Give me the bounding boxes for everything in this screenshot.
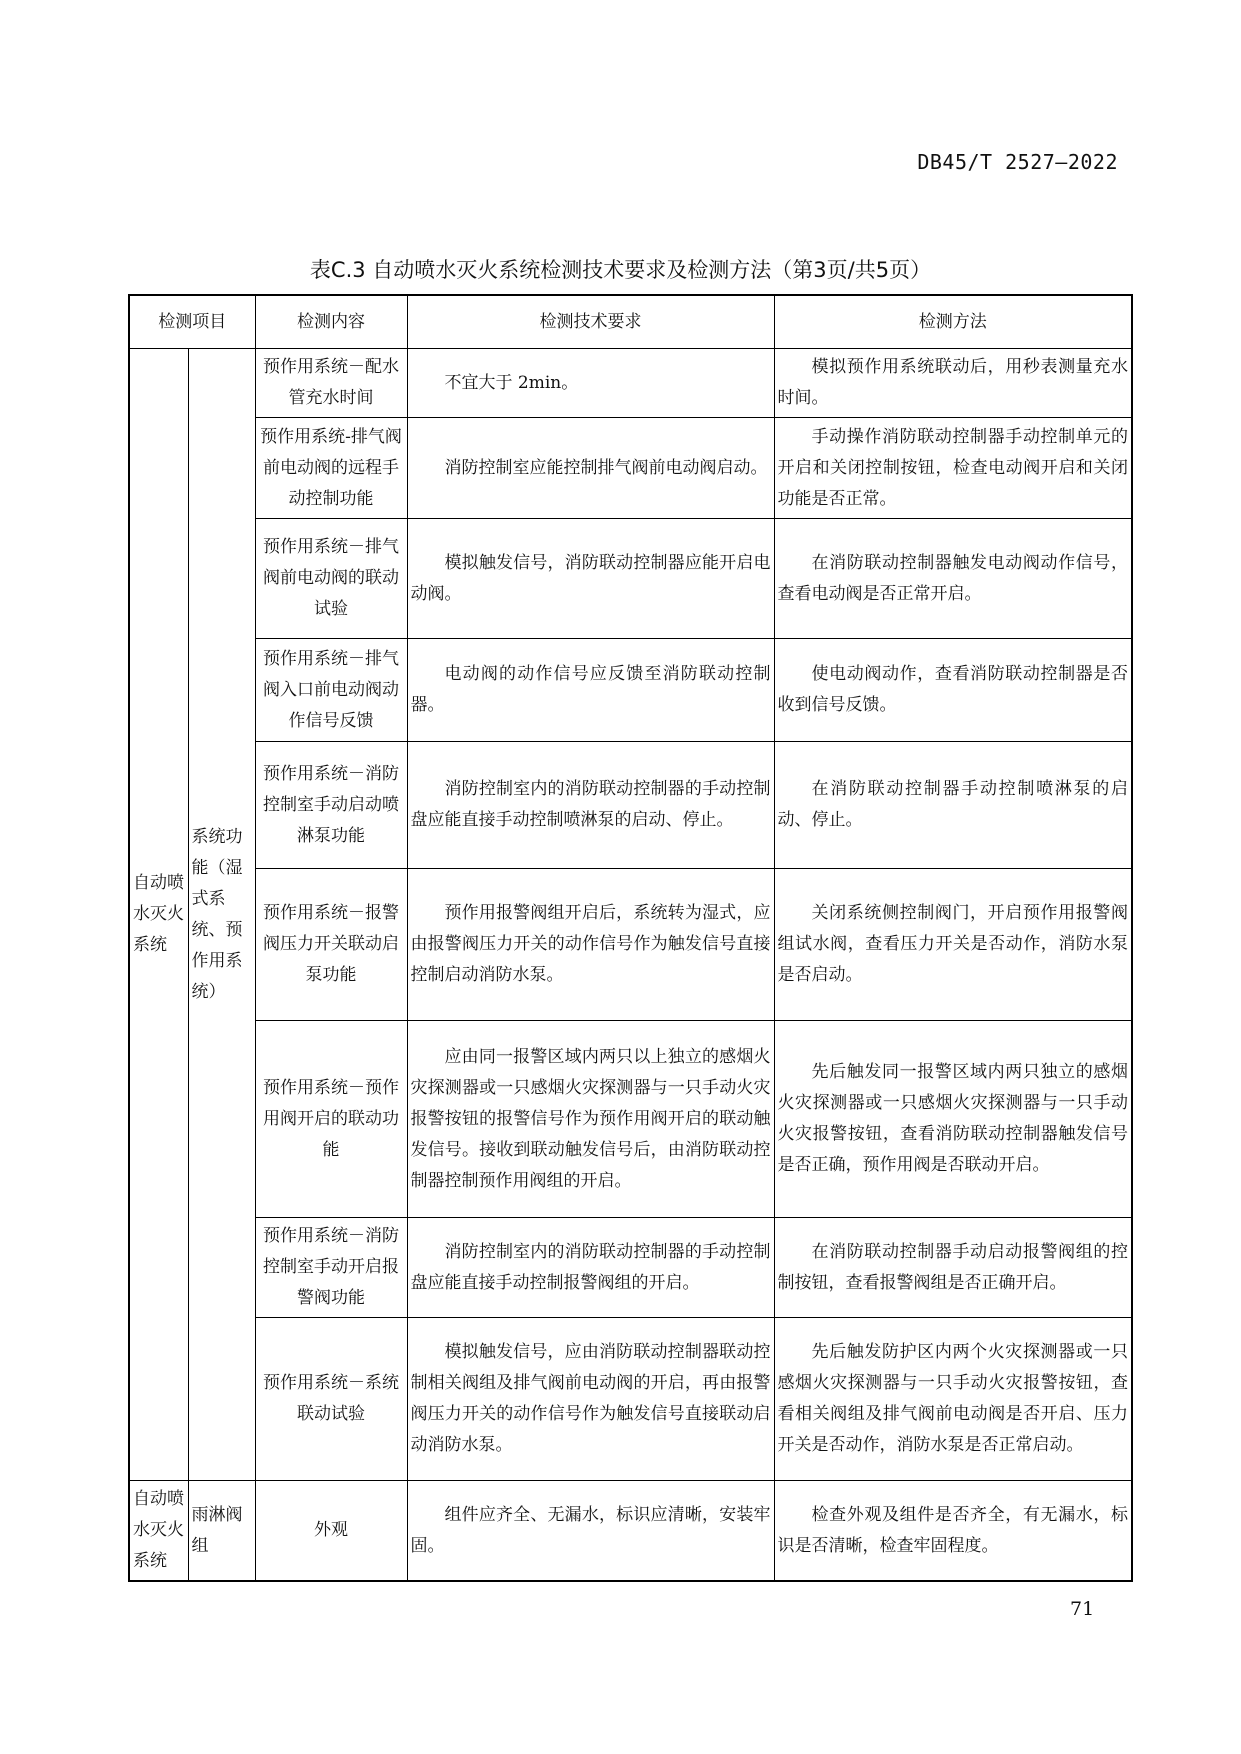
method-cell: 模拟预作用系统联动后，用秒表测量充水时间。 — [774, 349, 1132, 418]
page-number: 71 — [1070, 1598, 1095, 1620]
requirement-cell: 模拟触发信号，应由消防联动控制器联动控制相关阀组及排气阀前电动阀的开启，再由报警阀压力开关的动作信号作为触发信号直接联动启动消防水泵。 — [407, 1318, 774, 1481]
header-project: 检测项目 — [129, 295, 255, 349]
table-row — [129, 418, 1132, 519]
content-cell: 预作用系统－排气阀入口前电动阀动作信号反馈 — [255, 639, 407, 742]
method-cell: 使电动阀动作，查看消防联动控制器是否收到信号反馈。 — [774, 639, 1132, 742]
content-cell: 预作用系统－预作用阀开启的联动功能 — [255, 1021, 407, 1218]
content-cell: 预作用系统－消防控制室手动启动喷淋泵功能 — [255, 742, 407, 869]
table-row — [129, 639, 1132, 742]
project-cell: 自动喷水灭火系统 — [129, 1481, 188, 1582]
header-requirement: 检测技术要求 — [407, 295, 774, 349]
method-cell: 手动操作消防联动控制器手动控制单元的开启和关闭控制按钮，检查电动阀开启和关闭功能是否正常。 — [774, 418, 1132, 519]
table-row — [129, 1481, 1132, 1582]
table-row — [129, 1318, 1132, 1481]
content-cell: 预作用系统－配水管充水时间 — [255, 349, 407, 418]
requirement-cell: 消防控制室内的消防联动控制器的手动控制盘应能直接手动控制报警阀组的开启。 — [407, 1218, 774, 1318]
requirement-cell: 消防控制室应能控制排气阀前电动阀启动。 — [407, 418, 774, 519]
table-row — [129, 869, 1132, 1021]
content-cell: 外观 — [255, 1481, 407, 1582]
table-header-row — [129, 295, 1132, 349]
method-cell: 在消防联动控制器触发电动阀动作信号，查看电动阀是否正常开启。 — [774, 519, 1132, 639]
content-cell: 预作用系统－消防控制室手动开启报警阀功能 — [255, 1218, 407, 1318]
requirement-cell: 应由同一报警区域内两只以上独立的感烟火灾探测器或一只感烟火灾探测器与一只手动火灾报警按钮的报警信号作为预作用阀开启的联动触发信号。接收到联动触发信号后，由消防联动控制器控制预作用阀组的开启。 — [407, 1021, 774, 1218]
requirement-cell: 预作用报警阀组开启后，系统转为湿式，应由报警阀压力开关的动作信号作为触发信号直接控制启动消防水泵。 — [407, 869, 774, 1021]
requirement-cell: 模拟触发信号，消防联动控制器应能开启电动阀。 — [407, 519, 774, 639]
method-cell: 检查外观及组件是否齐全，有无漏水，标识是否清晰，检查牢固程度。 — [774, 1481, 1132, 1582]
table-title: 表C.3 自动喷水灭火系统检测技术要求及检测方法（第3页/共5页） — [309, 258, 932, 282]
content-cell: 预作用系统－系统联动试验 — [255, 1318, 407, 1481]
inspection-table — [128, 294, 1133, 1582]
requirement-cell: 电动阀的动作信号应反馈至消防联动控制器。 — [407, 639, 774, 742]
subproject-cell: 雨淋阀组 — [188, 1481, 255, 1582]
requirement-cell: 不宜大于 2min。 — [407, 349, 774, 418]
table-row — [129, 1021, 1132, 1218]
method-cell: 在消防联动控制器手动控制喷淋泵的启动、停止。 — [774, 742, 1132, 869]
table-row — [129, 742, 1132, 869]
table-row — [129, 349, 1132, 418]
method-cell: 先后触发同一报警区域内两只独立的感烟火灾探测器或一只感烟火灾探测器与一只手动火灾报警按钮，查看消防联动控制器触发信号是否正确，预作用阀是否联动开启。 — [774, 1021, 1132, 1218]
requirement-cell: 组件应齐全、无漏水，标识应清晰，安装牢固。 — [407, 1481, 774, 1582]
requirement-cell: 消防控制室内的消防联动控制器的手动控制盘应能直接手动控制喷淋泵的启动、停止。 — [407, 742, 774, 869]
content-cell: 预作用系统－报警阀压力开关联动启泵功能 — [255, 869, 407, 1021]
table-row — [129, 519, 1132, 639]
document-code: DB45/T 2527—2022 — [917, 150, 1118, 174]
project-cell: 自动喷水灭火系统 — [129, 349, 188, 1481]
method-cell: 先后触发防护区内两个火灾探测器或一只感烟火灾探测器与一只手动火灾报警按钮，查看相关阀组及排气阀前电动阀是否开启、压力开关是否动作，消防水泵是否正常启动。 — [774, 1318, 1132, 1481]
method-cell: 在消防联动控制器手动启动报警阀组的控制按钮，查看报警阀组是否正确开启。 — [774, 1218, 1132, 1318]
header-content: 检测内容 — [255, 295, 407, 349]
content-cell: 预作用系统－排气阀前电动阀的联动试验 — [255, 519, 407, 639]
header-method: 检测方法 — [774, 295, 1132, 349]
content-cell: 预作用系统-排气阀前电动阀的远程手动控制功能 — [255, 418, 407, 519]
subproject-cell: 系统功能（湿式系统、预作用系统） — [188, 349, 255, 1481]
table-row — [129, 1218, 1132, 1318]
method-cell: 关闭系统侧控制阀门，开启预作用报警阀组试水阀，查看压力开关是否动作，消防水泵是否启动。 — [774, 869, 1132, 1021]
